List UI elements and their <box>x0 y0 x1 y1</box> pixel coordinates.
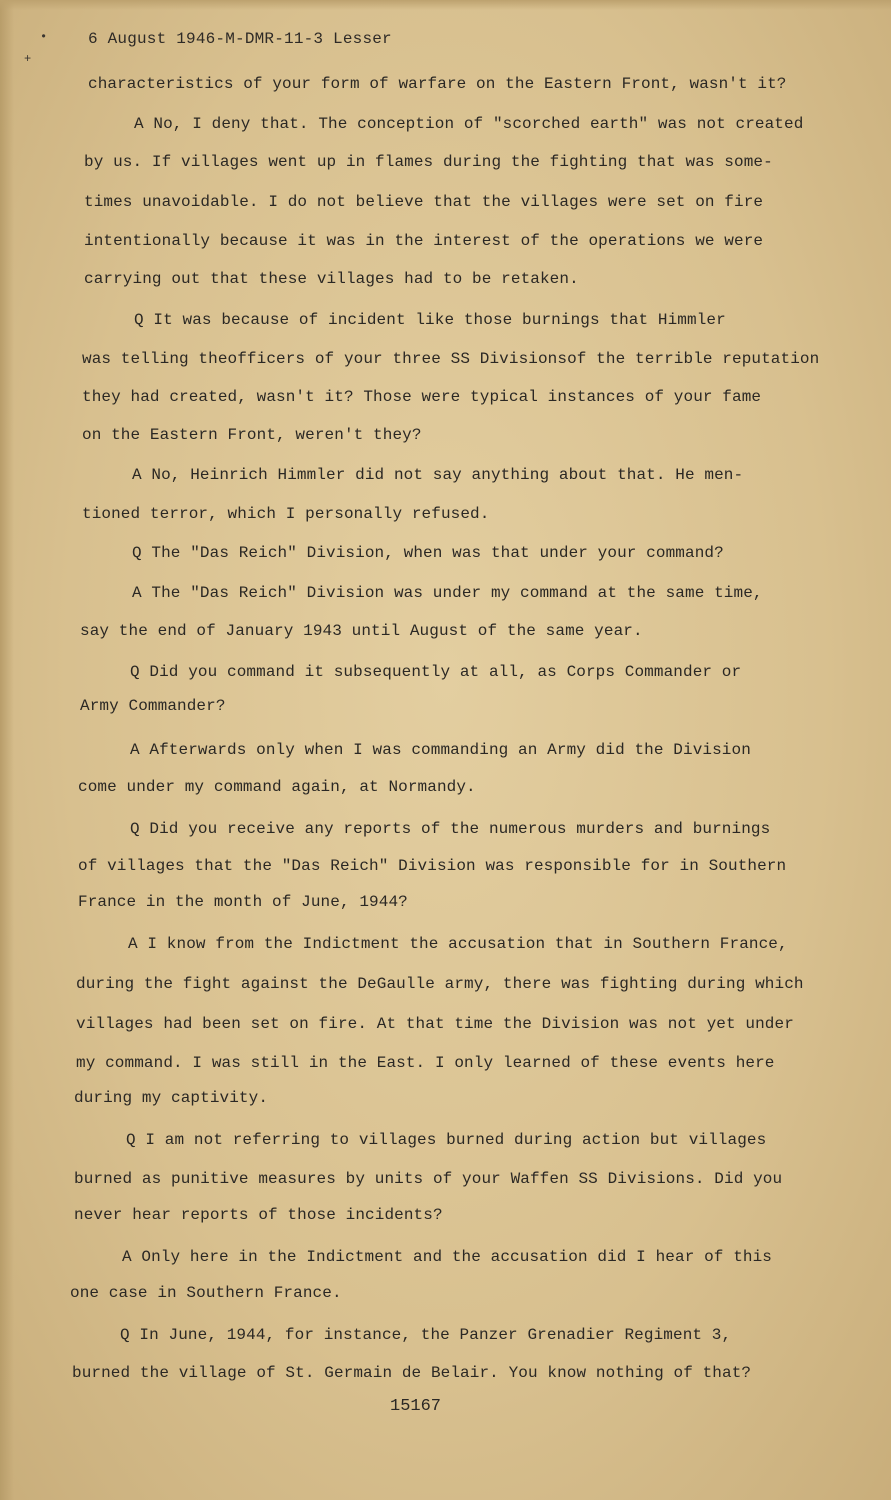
text-line: Q Did you receive any reports of the numerous murders and burnings <box>130 820 771 838</box>
text-line: A I know from the Indictment the accusation that in Southern France, <box>128 935 788 953</box>
text-line: A No, I deny that. The conception of "scorched earth" was not created <box>134 115 804 133</box>
text-line: Q I am not referring to villages burned during action but villages <box>126 1131 767 1149</box>
text-line: carrying out that these villages had to be retaken. <box>84 270 579 288</box>
text-line: never hear reports of those incidents? <box>74 1206 443 1224</box>
text-line: my command. I was still in the East. I only learned of these events here <box>76 1054 775 1072</box>
text-line: Q Did you command it subsequently at all, as Corps Commander or <box>130 663 742 681</box>
text-line: characteristics of your form of warfare on the Eastern Front, wasn't it? <box>88 75 787 93</box>
text-line: Q In June, 1944, for instance, the Panzer Grenadier Regiment 3, <box>120 1326 732 1344</box>
text-line: say the end of January 1943 until August of the same year. <box>80 622 643 640</box>
text-line: times unavoidable. I do not believe that the villages were set on fire <box>84 193 764 211</box>
page-edge-shadow-top <box>0 0 891 10</box>
page-edge-shadow-left <box>0 0 14 1500</box>
text-line: burned as punitive measures by units of your Waffen SS Divisions. Did you <box>74 1170 783 1188</box>
text-line: was telling theofficers of your three SS Divisionsof the terrible reputation <box>82 350 820 368</box>
text-line: A No, Heinrich Himmler did not say anything about that. He men- <box>132 466 744 484</box>
text-line: on the Eastern Front, weren't they? <box>82 426 422 444</box>
text-line: one case in Southern France. <box>70 1284 342 1302</box>
text-line: burned the village of St. Germain de Belair. You know nothing of that? <box>72 1364 752 1382</box>
document-header: 6 August 1946-M-DMR-11-3 Lesser <box>88 30 392 48</box>
text-line: by us. If villages went up in flames during the fighting that was some- <box>84 153 773 171</box>
text-line: Q It was because of incident like those burnings that Himmler <box>134 311 726 329</box>
punch-mark: + <box>24 52 32 66</box>
text-line: during the fight against the DeGaulle army, there was fighting during which <box>76 975 804 993</box>
text-line: intentionally because it was in the interest of the operations we were <box>84 232 764 250</box>
text-line: A Afterwards only when I was commanding an Army did the Division <box>130 741 751 759</box>
text-line: they had created, wasn't it? Those were typical instances of your fame <box>82 388 762 406</box>
text-line: tioned terror, which I personally refused. <box>82 505 490 523</box>
text-line: France in the month of June, 1944? <box>78 893 408 911</box>
text-line: come under my command again, at Normandy. <box>78 778 476 796</box>
text-line: during my captivity. <box>74 1089 269 1107</box>
text-line: Army Commander? <box>80 697 226 715</box>
text-line: A Only here in the Indictment and the accusation did I hear of this <box>122 1248 773 1266</box>
text-line: A The "Das Reich" Division was under my command at the same time, <box>132 584 763 602</box>
page-number: 15167 <box>390 1397 442 1416</box>
punch-mark: • <box>40 30 48 44</box>
text-line: villages had been set on fire. At that time the Division was not yet under <box>76 1015 794 1033</box>
text-line: Q The "Das Reich" Division, when was that under your command? <box>132 544 724 562</box>
text-line: of villages that the "Das Reich" Division was responsible for in Southern <box>78 857 787 875</box>
